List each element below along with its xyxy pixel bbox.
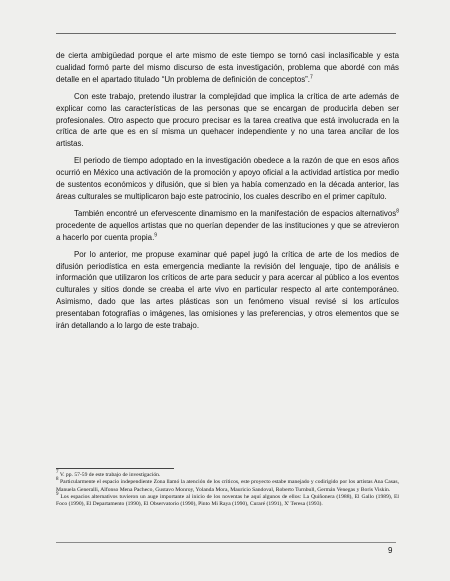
footnote bbox=[56, 479, 399, 494]
paragraph-text: También encontré un efervescente dinamismo en la manifestación de espacios alternativos bbox=[74, 208, 397, 218]
footnote-reference[interactable]: 8 bbox=[396, 208, 399, 215]
footnote-text: Los espacios alternativos tuvieron un auge importante al inicio de los noventas he aquí algunos de ellos: La Quiñonera (1988), El Gallo (1989), El Foco (1990), El Departamento (1990), El Observatorio (1990), Pinto Mi Raya (1990), Curaré (1991), X' Teresa (1993). bbox=[56, 493, 399, 508]
paragraph bbox=[56, 50, 399, 86]
page-number: 9 bbox=[388, 546, 393, 555]
footer-rule bbox=[56, 542, 396, 543]
body-text bbox=[56, 50, 399, 337]
footnote-number: 7 bbox=[56, 470, 59, 476]
paragraph-text: El periodo de tiempo adoptado en la investigación obedece a la razón de que en esos años ocurrió en México una activación de la promoción y apoyo oficial a la actividad artística por medio de sustentos económicos y difusión, que si bien ya había comenzado en la década anterior, las áreas culturales se multiplicaron bajo este patrocinio, los cuales describo en el primer capítulo. bbox=[56, 156, 399, 201]
footnote-text: V. pp. 57-59 de este trabajo de investigación. bbox=[59, 472, 161, 478]
footnote-reference[interactable]: 7 bbox=[309, 74, 313, 81]
footnote-separator bbox=[56, 468, 174, 469]
paragraph bbox=[56, 155, 399, 203]
footnote-reference[interactable]: 9 bbox=[154, 232, 158, 239]
paragraph-text: Por lo anterior, me propuse examinar qué papel jugó la crítica de arte de los medios de difusión periodística en esta emergencia mediante la revisión del lenguaje, tipo de análisis e información que utilizaron los críticos de arte para seducir y para acercar al público a los eventos culturales y sitios donde se creaba el arte vivo en particular respecto al arte contemporáneo. Asimismo, dado que las artes plásticas son un fenómeno visual revisé si los artículos presentaban fotografías o imágenes, las omisiones y las preferencias, y otros elementos que se irán detallando a lo largo de este trabajo. bbox=[56, 249, 399, 331]
footnotes bbox=[56, 472, 399, 508]
paragraph-text: procedente de aquellos artistas que no querían depender de las instituciones y que se atrevieron a hacerlo por cuenta propia. bbox=[56, 220, 399, 242]
footnote-text: Particularmente el espacio independiente Zona llamó la atención de los críticos, este proyecto estabe manejado y codirigido por los artistas Ana Casas, Manuela Generalli, Alfonso Mena Pacheco, Gustavo Monroy, Yolanda Mora, Mauricio Sandoval, Roberto Turnbull, Germán Venegas y Boris Viskin. bbox=[56, 479, 399, 493]
paragraph bbox=[56, 208, 399, 244]
paragraph-text: Con este trabajo, pretendo ilustrar la complejidad que implica la crítica de arte además de explicar como las características de las personas que se encargan de producirla deben ser profesionales. Otro aspecto que procuro precisar es la tarea creativa que está involucrada en la crítica de arte que es en sí misma un quehacer independiente y no una tarea ancilar de los artistas. bbox=[56, 91, 399, 149]
footnote bbox=[56, 494, 399, 509]
paragraph bbox=[56, 249, 399, 332]
paragraph-text: de cierta ambigüedad porque el arte mismo de este tiempo se tornó casi inclasificable y esta cualidad formó parte del mismo discurso de esta investigación, problema que abordé con más detalle en el apartado titulado “Un problema de definición de conceptos”. bbox=[56, 51, 399, 84]
footnote-number: 9 bbox=[56, 492, 59, 498]
paragraph bbox=[56, 91, 399, 151]
header-rule bbox=[56, 33, 396, 34]
footnote-number: 8 bbox=[56, 477, 59, 483]
